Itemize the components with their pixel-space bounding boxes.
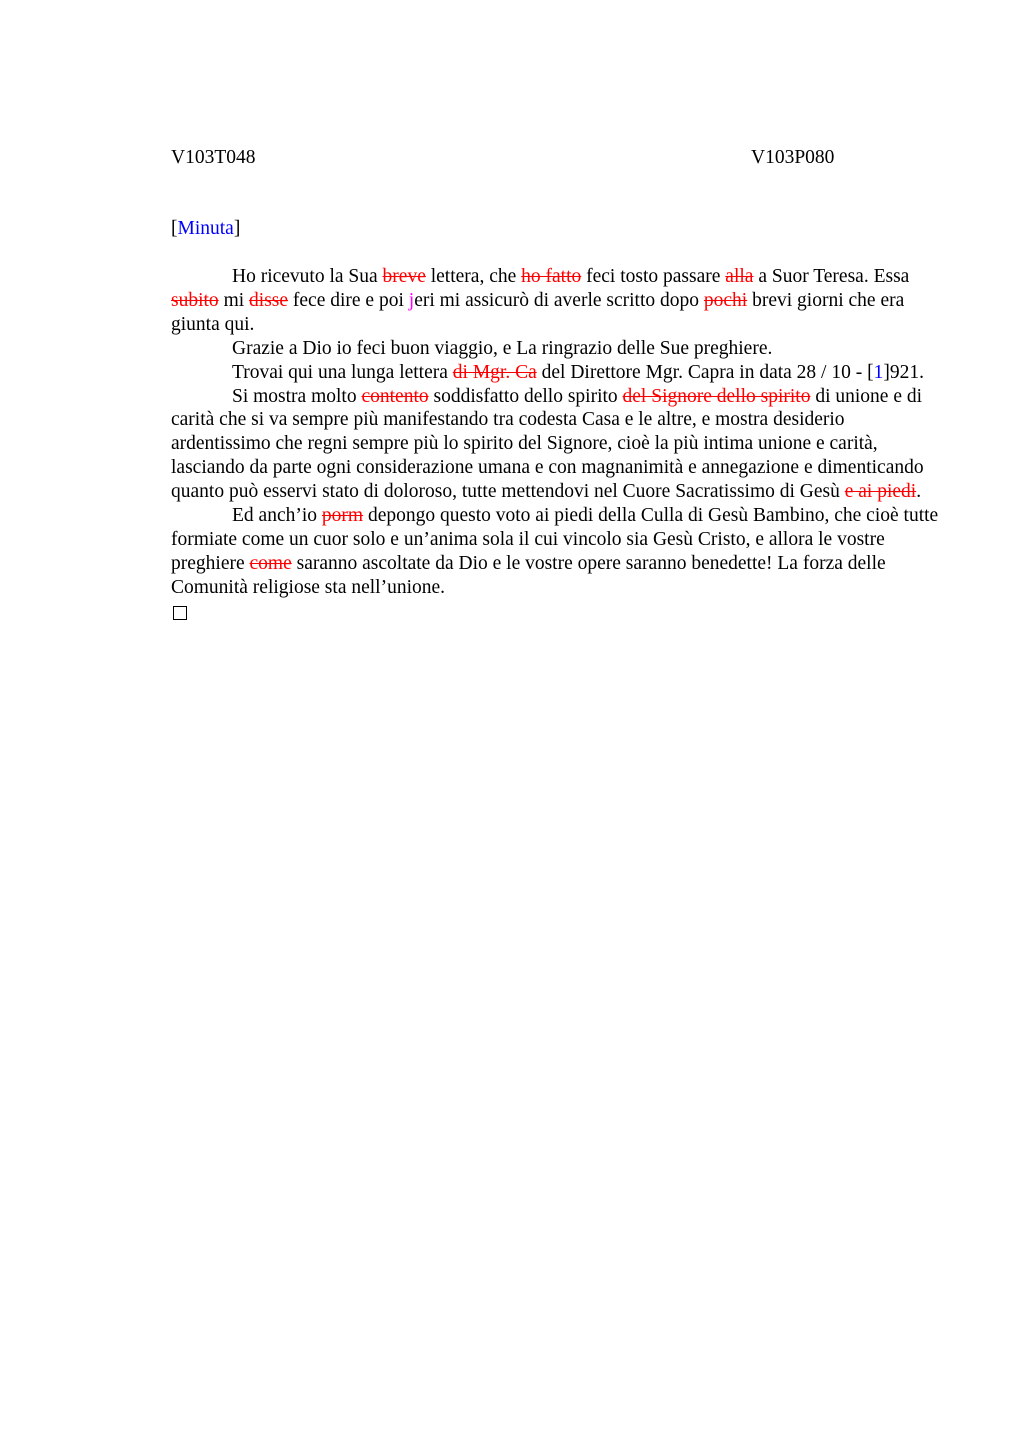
paragraph <box>171 504 941 600</box>
text-segment: a Suor Teresa. Essa <box>753 266 910 287</box>
draft-label-close-bracket: ] <box>233 218 241 239</box>
paragraph <box>171 385 941 505</box>
paragraph <box>171 265 941 337</box>
text-segment: soddisfatto dello spirito <box>428 385 623 407</box>
text-segment: mi <box>218 289 250 311</box>
draft-label <box>171 217 240 241</box>
deleted-text: porm <box>321 505 364 527</box>
deleted-text: subito <box>171 289 219 311</box>
text-segment: feci tosto passare <box>581 266 726 287</box>
draft-label-text: Minuta <box>177 218 234 239</box>
text-segment: Ho ricevuto la Sua <box>232 266 383 287</box>
text-segment: depongo questo voto ai piedi della Culla di Gesù Bambino, che cioè tutte formiate come un cuor solo e un’anima sola il cui vincolo sia Gesù Cristo, e allora le vostre preghiere <box>171 505 939 574</box>
end-of-text-marker <box>171 600 941 627</box>
text-segment: Ed anch’io <box>232 505 322 527</box>
paragraph <box>171 361 941 385</box>
deleted-text: del Signore dello spirito <box>622 385 811 407</box>
document-code-right: V103P080 <box>751 147 835 168</box>
document-code-left: V103T048 <box>171 147 256 168</box>
draft-label-open-bracket: [ <box>171 218 178 239</box>
text-segment: Grazie a Dio io feci buon viaggio, e La ringrazio delle Sue preghiere. <box>232 337 773 359</box>
text-segment: saranno ascoltate da Dio e le vostre opere saranno benedette! La forza delle Comunità religiose sta nell’unione. <box>171 552 886 598</box>
text-segment: Si mostra molto <box>232 385 362 407</box>
deleted-text: disse <box>249 289 289 311</box>
editorial-insertion: 1 <box>873 361 884 383</box>
text-segment: eri mi assicurò di averle scritto dopo <box>414 289 704 311</box>
deleted-text: alla <box>725 266 754 287</box>
deleted-text: di Mgr. Ca <box>452 361 537 383</box>
deleted-text: breve <box>382 266 426 287</box>
text-segment: . <box>916 481 922 503</box>
text-segment: lettera, che <box>425 266 522 287</box>
deleted-text: pochi <box>703 289 748 311</box>
end-box-icon <box>173 606 187 620</box>
text-segment: ]921. <box>883 361 924 383</box>
text-segment: fece dire e poi <box>288 289 409 311</box>
letter-body <box>171 265 941 627</box>
deleted-text: contento <box>361 385 429 407</box>
deleted-text: ho fatto <box>521 266 582 287</box>
inserted-text: j <box>408 289 415 311</box>
text-segment: Trovai qui una lunga lettera <box>232 361 453 383</box>
text-segment: brevi giorni che era giunta qui. <box>171 289 905 335</box>
text-segment: del Direttore Mgr. Capra in data 28 / 10 - [ <box>536 361 874 383</box>
text-segment: di unione e di carità che si va sempre più manifestando tra codesta Casa e le altre, e mostra desiderio ardentissimo che regni sempre più lo spirito del Signore, cioè la più intima unione e carità, lasciando da parte ogni considerazione umana e con magnanimità e annegazione e dimenticando quanto può esservi stato di doloroso, tutte mettendovi nel Cuore Sacratissimo di Gesù <box>171 385 924 503</box>
paragraph <box>171 337 941 361</box>
deleted-text: come <box>249 552 292 574</box>
deleted-text: e ai piedi <box>844 481 917 503</box>
